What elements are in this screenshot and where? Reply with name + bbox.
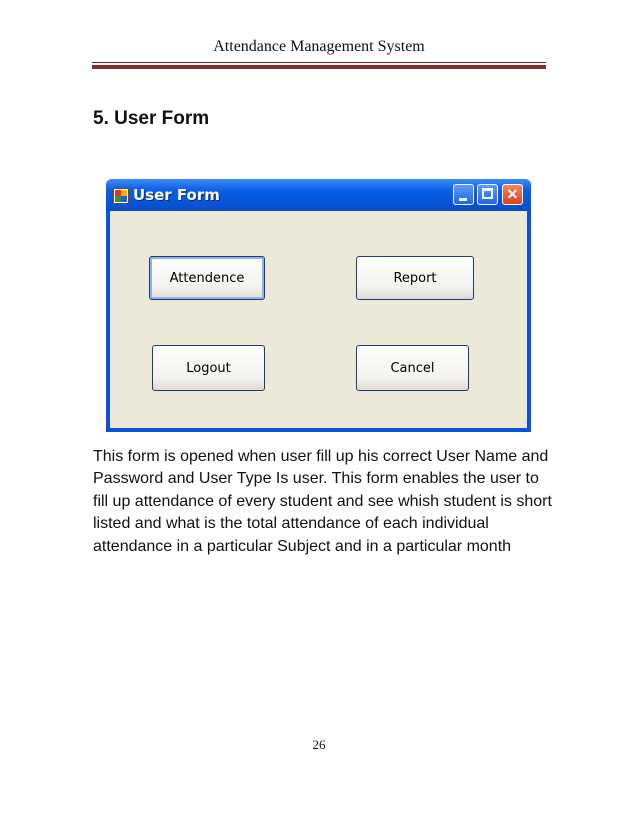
form-app-icon xyxy=(113,188,129,204)
minimize-button[interactable] xyxy=(453,184,474,205)
minimize-icon xyxy=(459,198,467,201)
maximize-icon xyxy=(482,188,493,199)
maximize-button[interactable] xyxy=(477,184,498,205)
close-icon: ✕ xyxy=(506,186,519,202)
report-button[interactable]: Report xyxy=(356,256,474,300)
logout-button[interactable]: Logout xyxy=(152,345,265,391)
window-title: User Form xyxy=(133,186,220,204)
window-client-area xyxy=(110,211,527,428)
section-heading: 5. User Form xyxy=(93,108,210,129)
page-header-title: Attendance Management System xyxy=(213,38,425,55)
cancel-button[interactable]: Cancel xyxy=(356,345,469,391)
close-button[interactable] xyxy=(502,184,523,205)
window-titlebar[interactable] xyxy=(106,179,531,211)
page-number: 26 xyxy=(312,737,326,752)
header-divider-thick xyxy=(92,65,546,69)
user-form-window xyxy=(106,179,531,432)
description-paragraph: This form is opened when user fill up his correct User Name and Password and User Type Is user. This form enables the user to fill up attendance of every student and see whish student is short listed and what is the total attendance of each individual attendance in a particular Subject and in a particular month xyxy=(93,448,552,555)
attendance-button[interactable]: Attendence xyxy=(149,256,265,300)
header-divider-thin xyxy=(92,62,546,63)
